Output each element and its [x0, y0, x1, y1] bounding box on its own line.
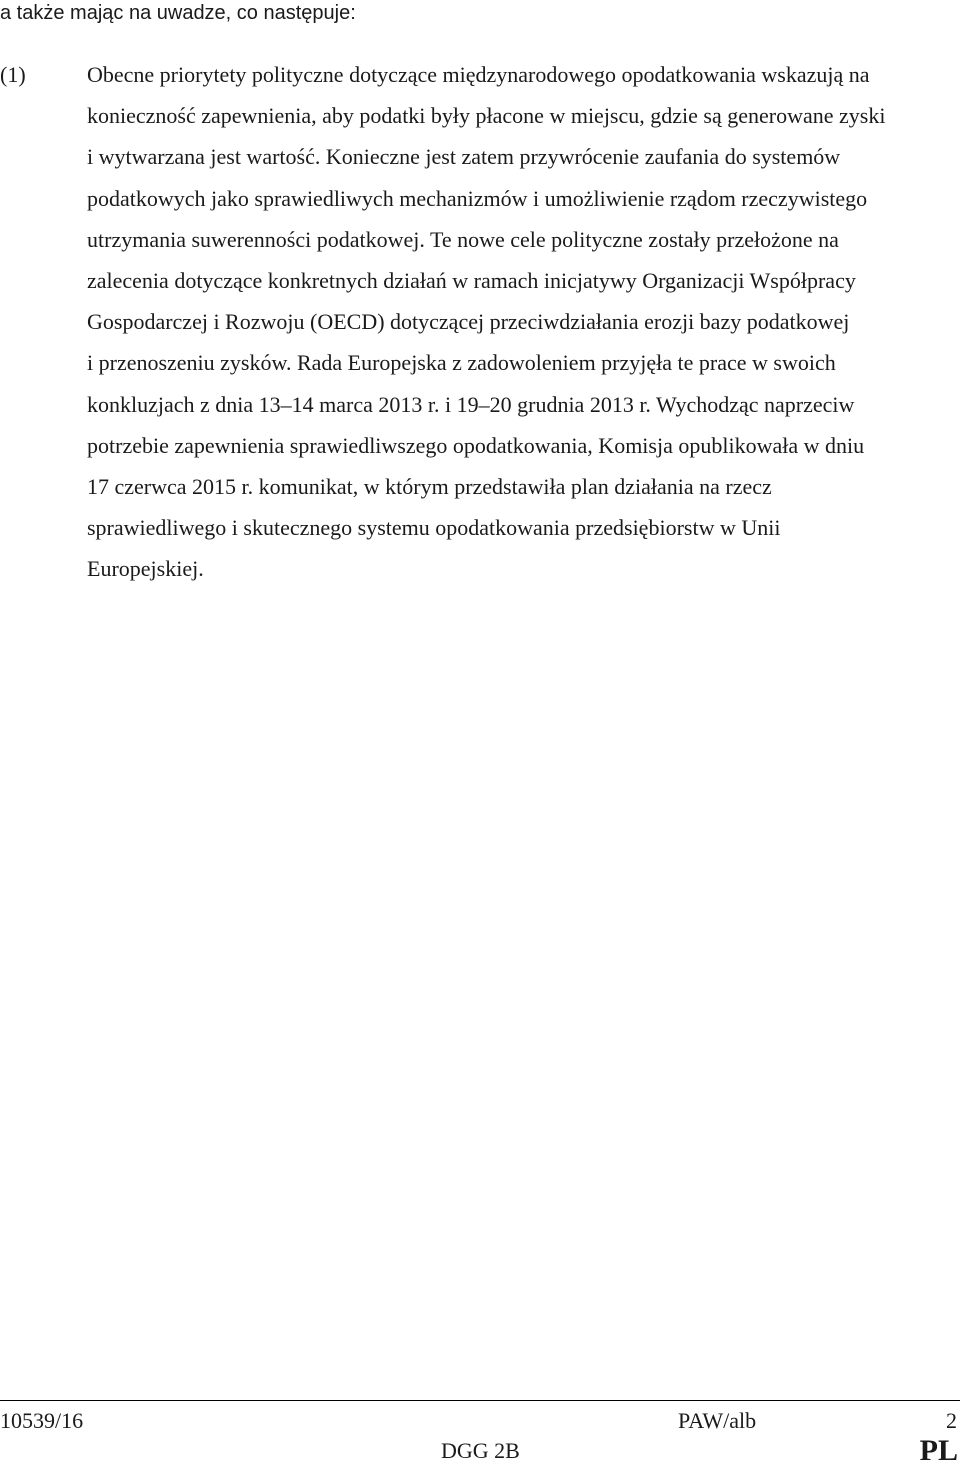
intro-text: a także mając na uwadze, co następuje:: [0, 2, 356, 24]
footer-page-number: 2: [946, 1408, 957, 1433]
paragraph-line: konieczność zapewnienia, aby podatki były płacone w miejscu, gdzie są generowane zyski: [87, 103, 886, 129]
footer-author: PAW/alb: [678, 1408, 757, 1433]
paragraph-line: zalecenia dotyczące konkretnych działań w ramach inicjatywy Organizacji Współpracy: [87, 267, 856, 293]
paragraph-body: [87, 62, 959, 597]
footer-language-code: PL: [919, 1434, 958, 1467]
paragraph-line: utrzymania suwerenności podatkowej. Te nowe cele polityczne zostały przełożone na: [87, 226, 839, 252]
paragraph-number: (1): [0, 62, 26, 87]
footer-doc-ref: 10539/16: [0, 1408, 84, 1433]
paragraph-line: potrzebie zapewnienia sprawiedliwszego opodatkowania, Komisja opublikowała w dniu: [87, 432, 865, 458]
paragraph-line: i przenoszeniu zysków. Rada Europejska z zadowoleniem przyjęła te prace w swoich: [87, 350, 836, 376]
paragraph-line: konkluzjach z dnia 13–14 marca 2013 r. i 19–20 grudnia 2013 r. Wychodząc naprzeciw: [87, 391, 855, 417]
paragraph-line: 17 czerwca 2015 r. komunikat, w którym przedstawiła plan działania na rzecz: [87, 473, 772, 499]
paragraph-line: Europejskiej.: [87, 556, 204, 582]
paragraph-line: sprawiedliwego i skutecznego systemu opodatkowania przedsiębiorstw w Unii: [87, 515, 781, 541]
paragraph-line: Obecne priorytety polityczne dotyczące międzynarodowego opodatkowania wskazują na: [87, 62, 870, 87]
paragraph-line: podatkowych jako sprawiedliwych mechanizmów i umożliwienie rządom rzeczywistego: [87, 185, 868, 211]
footer-divider: [0, 1400, 960, 1401]
paragraph-line: i wytwarzana jest wartość. Konieczne jest zatem przywrócenie zaufania do systemów: [87, 144, 841, 170]
paragraph-line: Gospodarczej i Rozwoju (OECD) dotyczącej przeciwdziałania erozji bazy podatkowej: [87, 309, 850, 335]
footer-department: DGG 2B: [441, 1438, 520, 1463]
